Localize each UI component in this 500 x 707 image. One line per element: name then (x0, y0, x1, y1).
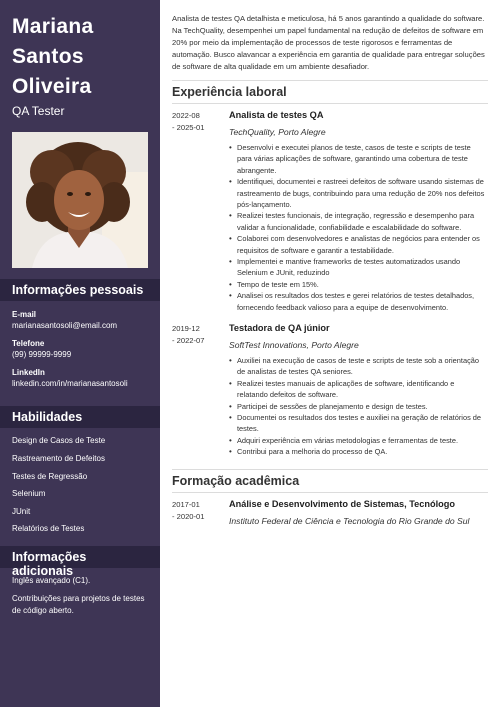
divider (172, 103, 488, 104)
education-heading: Formação acadêmica (172, 474, 300, 488)
skill-item: Design de Casos de Teste (12, 436, 106, 445)
additional-item: Inglês avançado (C1). (12, 576, 91, 585)
divider (172, 492, 488, 493)
divider (172, 469, 488, 470)
profile-summary: Analista de testes QA detalhista e meticulosa, há 5 anos garantindo a qualidade do software. Na TechQuality, desempenhei um papel fundamental na redução de defeitos de software em 20% por meio da implementação de processos de teste rigorosos e ferramentas de automação. Busco alavancar a experiência em garantia de qualidade para entregar soluções de software de alta qualidade em um ambiente desafiador. (172, 14, 485, 71)
skill-item: Relatórios de Testes (12, 524, 85, 533)
job-bullet: • Tempo de teste em 15%. (229, 279, 487, 290)
job-bullet: • Participei de sessões de planejamento e design de testes. (229, 401, 487, 412)
job-bullet: • Realizei testes funcionais, de integração, regressão e desempenho para validar a funcionalidade, confiabilidade e escalabilidade do software. (229, 210, 487, 233)
job-date-end: - 2025-01 (172, 123, 205, 132)
experience-heading: Experiência laboral (172, 85, 287, 99)
job-bullet: • Implementei e mantive frameworks de testes automatizados usando Selenium e JUnit, reduzindo (229, 256, 487, 279)
job-bullet: • Documentei os resultados dos testes e auxiliei na geração de relatórios de testes. (229, 412, 487, 435)
job-bullet: • Colaborei com desenvolvedores e analistas de negócios para entender os requisitos de software e garantir a testabilidade. (229, 233, 487, 256)
phone-value: (99) 99999-9999 (12, 350, 72, 359)
job-bullet: • Adquiri experiência em várias metodologias e ferramentas de teste. (229, 435, 487, 446)
education-degree: Análise e Desenvolvimento de Sistemas, Tecnólogo (229, 499, 456, 509)
profile-photo (12, 132, 148, 268)
education-date-start: 2017-01 (172, 500, 200, 509)
personal-info-heading: Informações pessoais (0, 279, 160, 301)
job-title: Analista de testes QA (229, 110, 324, 120)
name-line-1: Mariana (12, 15, 94, 38)
sidebar (0, 0, 160, 707)
job-company: TechQuality, Porto Alegre (229, 127, 326, 137)
job-date-start: 2019-12 (172, 324, 200, 333)
email-label: E-mail (12, 310, 37, 319)
job-date-end: - 2022-07 (172, 336, 205, 345)
job-date (172, 323, 222, 347)
job-date-start: 2022-08 (172, 111, 200, 120)
education-date (172, 499, 222, 523)
name-line-3: Oliveira (12, 75, 92, 98)
additional-info-heading: Informações adicionais (0, 546, 160, 568)
skill-item: Selenium (12, 489, 46, 498)
skill-item: Rastreamento de Defeitos (12, 454, 105, 463)
job-bullet: • Desenvolvi e executei planos de teste, casos de teste e scripts de teste para várias aplicações de software, garantindo uma cobertura de teste abrangente. (229, 142, 487, 176)
name-line-2: Santos (12, 45, 84, 68)
linkedin-value[interactable]: linkedin.com/in/marianasantosoli (12, 379, 128, 388)
education-date-end: - 2020-01 (172, 512, 205, 521)
additional-item: Contribuições para projetos de testes de código aberto. (12, 594, 145, 615)
divider (172, 80, 488, 81)
job-company: SoftTest Innovations, Porto Alegre (229, 340, 359, 350)
job-bullets (229, 142, 487, 313)
candidate-role: QA Tester (12, 104, 65, 118)
job-bullet: • Contribui para a melhoria do processo de QA. (229, 446, 487, 457)
skill-item: JUnit (12, 507, 31, 516)
job-bullets (229, 355, 487, 458)
job-title: Testadora de QA júnior (229, 323, 330, 333)
job-bullet: • Realizei testes manuais de aplicações de software, identificando e relatando defeitos de software. (229, 378, 487, 401)
job-bullet: • Analisei os resultados dos testes e gerei relatórios de testes detalhados, fornecendo feedback valioso para a equipe de desenvolvimento. (229, 290, 487, 313)
candidate-name (0, 0, 160, 102)
job-bullet: • Identifiquei, documentei e rastreei defeitos de software usando sistemas de rastreamento de bugs, contribuindo para uma redução de 20% nos defeitos pós-lançamento. (229, 176, 487, 210)
education-institution: Instituto Federal de Ciência e Tecnologia do Rio Grande do Sul (229, 516, 470, 526)
skill-item: Testes de Regressão (12, 472, 88, 481)
linkedin-label: LinkedIn (12, 368, 45, 377)
job-date (172, 110, 222, 134)
job-bullet: • Auxiliei na execução de casos de teste e scripts de teste sob a orientação de analistas de testes QA seniores. (229, 355, 487, 378)
phone-label: Telefone (12, 339, 45, 348)
email-value[interactable]: marianasantosoli@email.com (12, 321, 118, 330)
skills-heading: Habilidades (0, 406, 160, 428)
